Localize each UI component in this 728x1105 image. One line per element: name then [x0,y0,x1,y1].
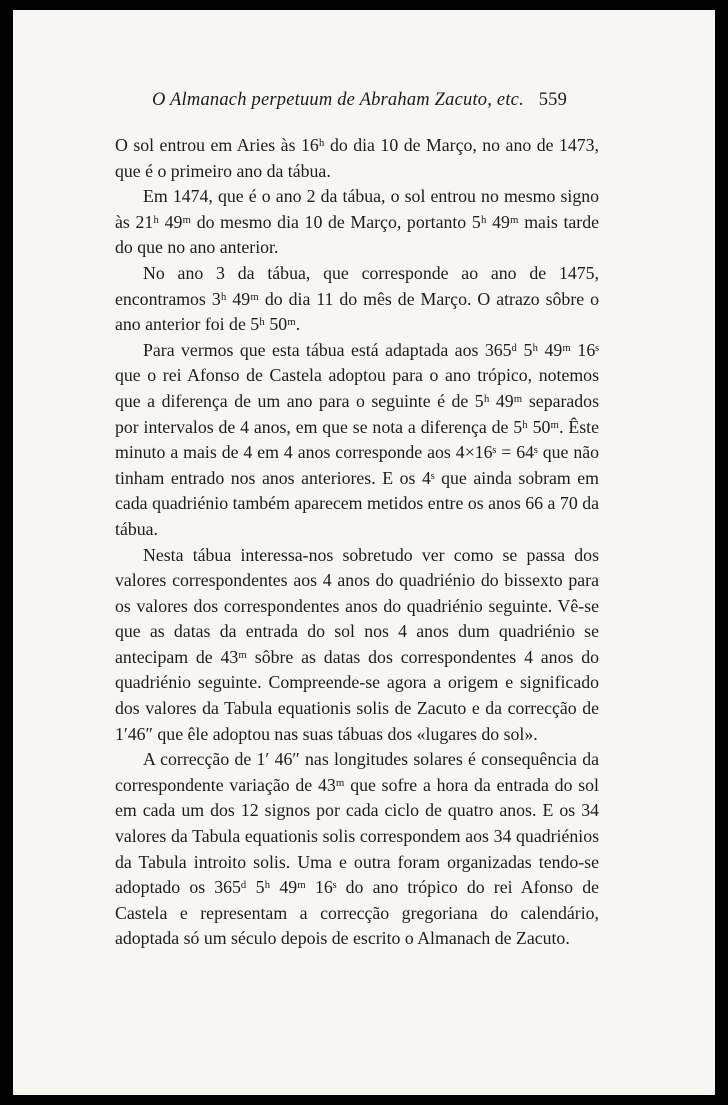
paragraph-6: A correcção de 1′ 46″ nas longitudes solares é consequência da correspondente variação de 43ᵐ que sofre a hora da entrada do sol em cada um dos 12 signos por cada ciclo de quatro anos. E os 34 valores da Tabula equationis solis correspondem aos 34 quadriénios da Tabula introito solis. Uma e outra foram organizadas tendo-se adoptado os 365ᵈ 5ʰ 49ᵐ 16ˢ do ano trópico do rei Afonso de Castela e representam a correcção gregoriana do calendário, adoptada só um século depois de escrito o Almanach de Zacuto. [115,749,599,949]
paragraph-3: No ano 3 da tábua, que corresponde ao ano de 1475, encontramos 3ʰ 49ᵐ do dia 11 do mês de Março. O atrazo sôbre o ano anterior foi de 5ʰ 50ᵐ. [115,262,599,335]
paragraph-1: O sol entrou em Aries às 16ʰ do dia 10 de Março, no ano de 1473, que é o primeiro ano da tábua. [115,135,599,181]
running-title: O Almanach perpetuum de Abraham Zacuto, etc. [152,90,524,110]
book-page [13,10,715,1095]
page-number: 559 [538,90,568,110]
paragraph-2: Em 1474, que é o ano 2 da tábua, o sol entrou no mesmo signo às 21ʰ 49ᵐ do mesmo dia 10 de Março, portanto 5ʰ 49ᵐ mais tarde do que no ano anterior. [115,186,599,258]
paragraph-5: Nesta tábua interessa-nos sobretudo ver como se passa dos valores correspondentes aos 4 anos do quadriénio do bissexto para os valores dos correspondentes anos do quadriénio seguinte. Vê-se que as datas da entrada do sol nos 4 anos dum quadriénio se antecipam de 43ᵐ sôbre as datas dos correspondentes 4 anos do quadriénio seguinte. Compreende-se agora a origem e significado dos valores da Tabula equationis solis de Zacuto e da correcção de 1′46″ que êle adoptou nas suas tábuas dos «lugares do sol». [115,544,599,744]
running-header [152,90,612,111]
body-text [115,133,599,952]
paragraph-4: Para vermos que esta tábua está adaptada aos 365ᵈ 5ʰ 49ᵐ 16ˢ que o rei Afonso de Castela adoptou para o ano trópico, notemos que a diferença de um ano para o seguinte é de 5ʰ 49ᵐ separados por intervalos de 4 anos, em que se nota a diferença de 5ʰ 50ᵐ. Êste minuto a mais de 4 em 4 anos corresponde aos 4×16ˢ = 64ˢ que não tinham entrado nos anos anteriores. E os 4ˢ que ainda sobram em cada quadriénio também aparecem metidos entre os anos 66 a 70 da tábua. [115,339,599,539]
